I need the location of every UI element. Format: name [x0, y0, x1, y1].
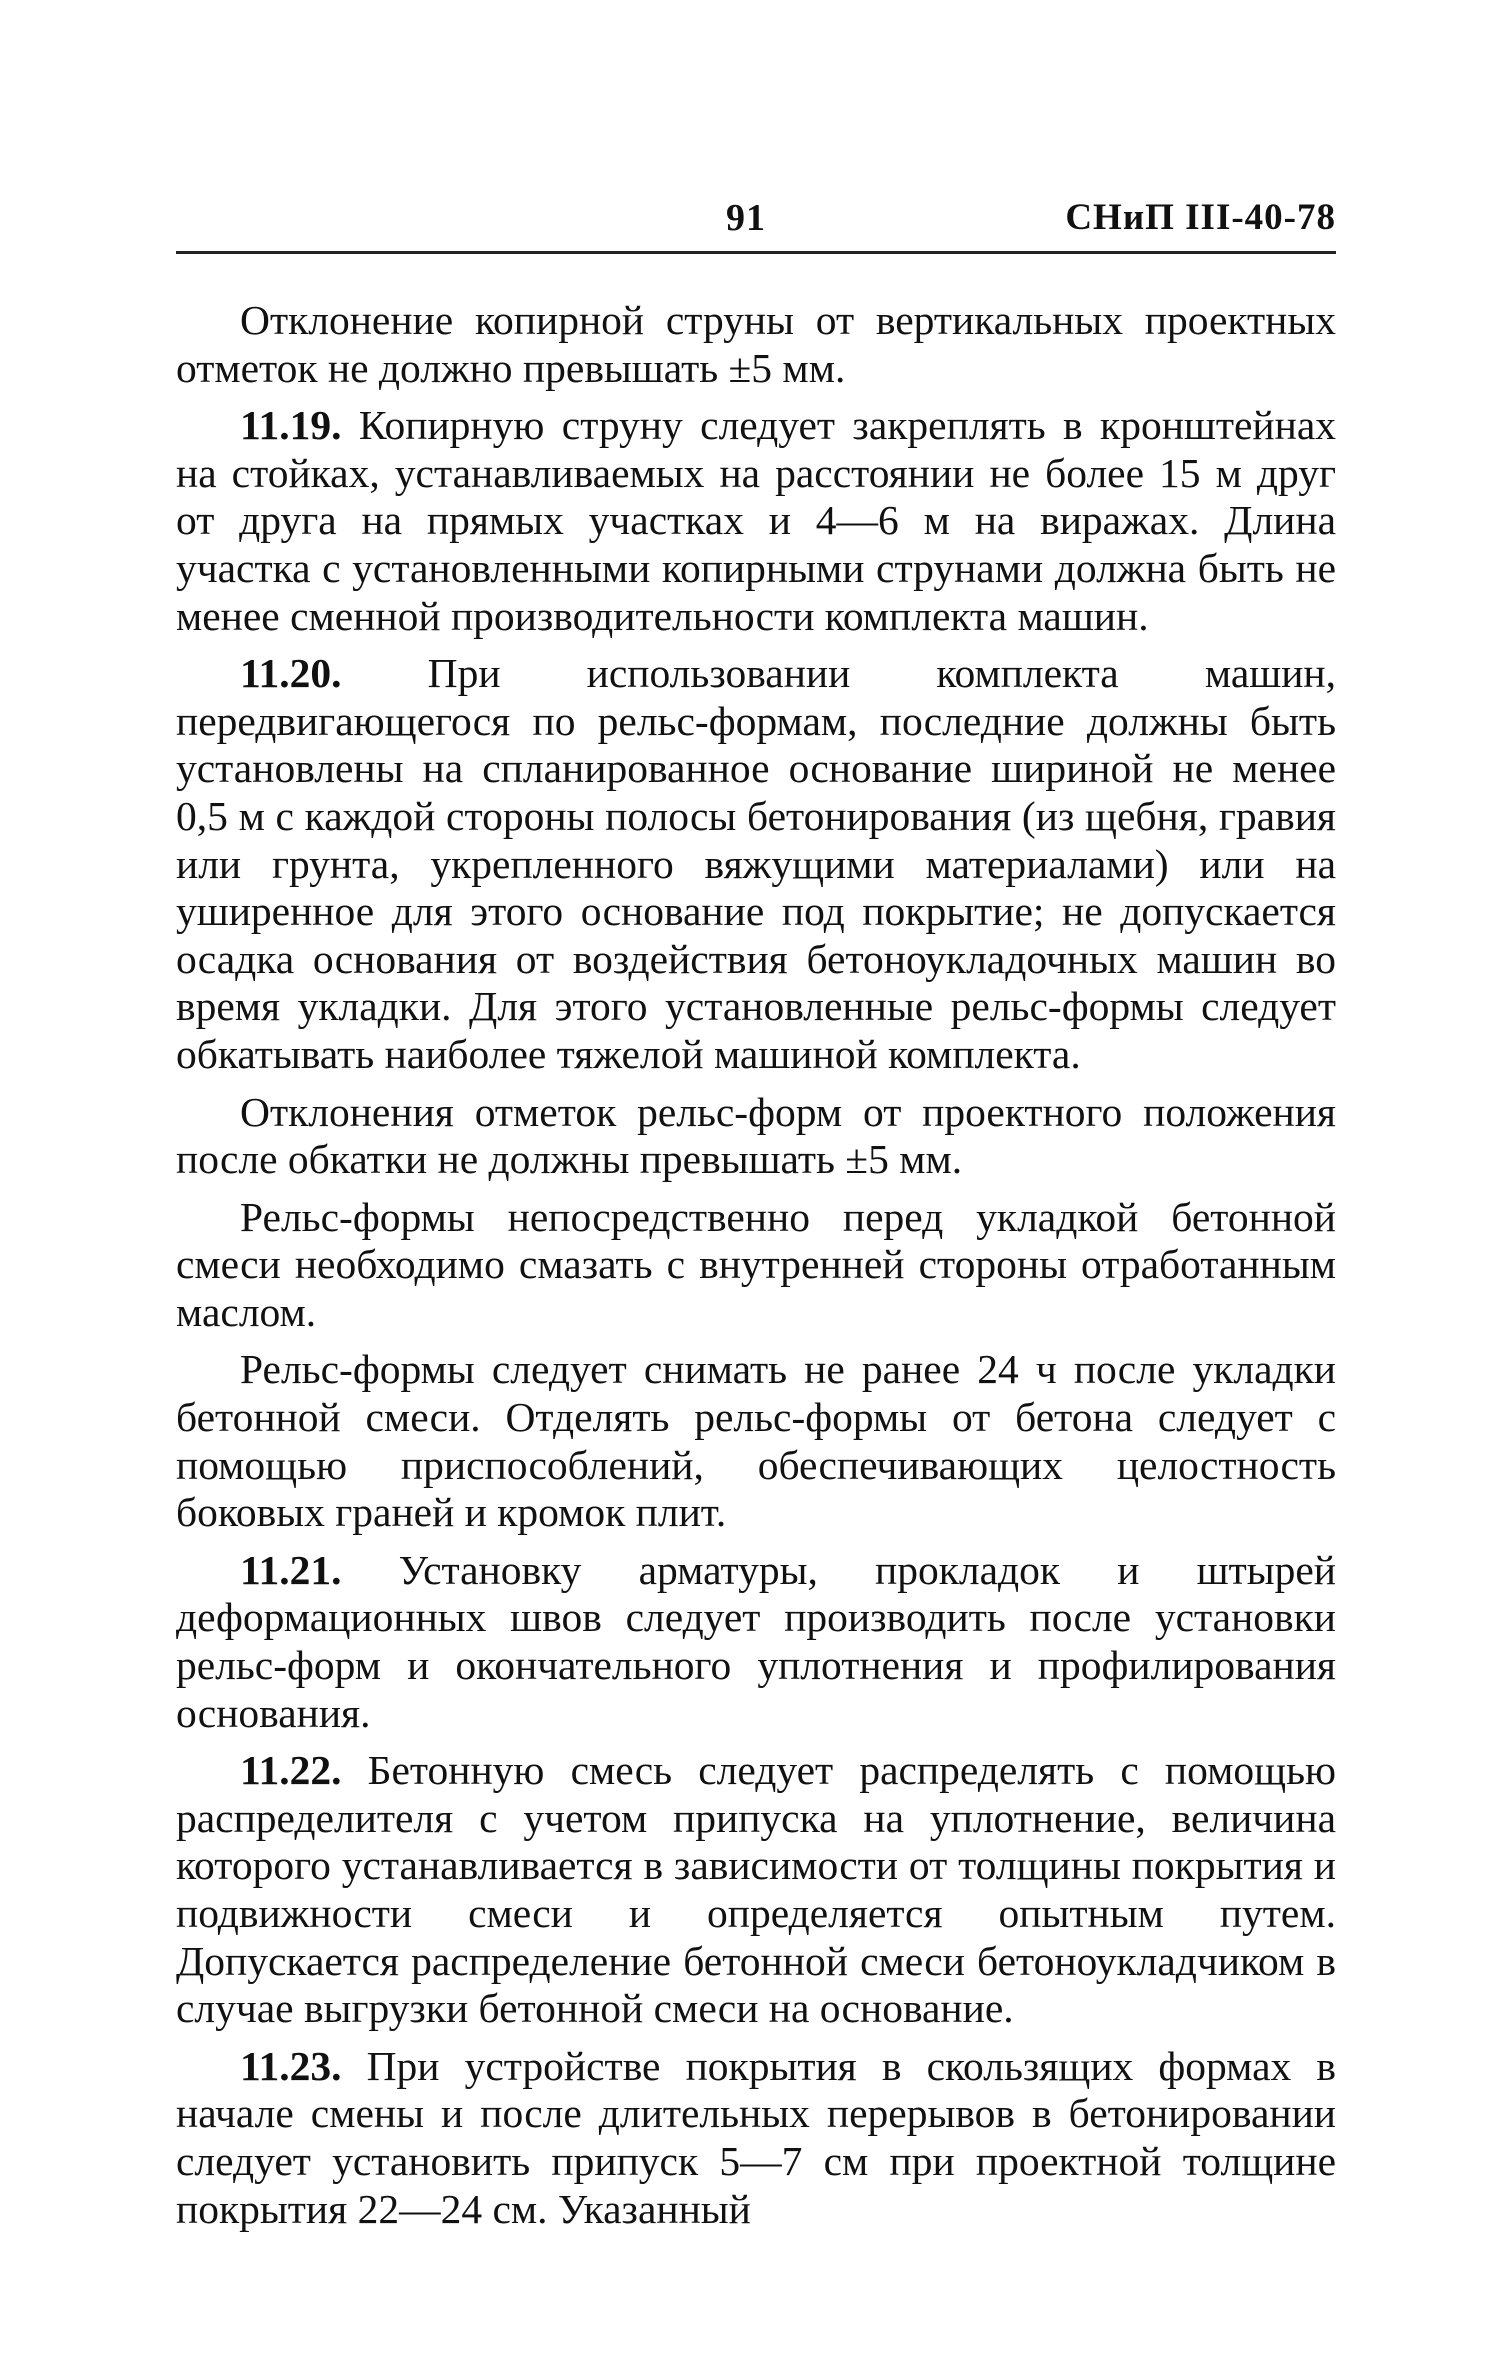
page-header — [176, 196, 1336, 256]
clause-number: 11.23. — [240, 2042, 342, 2089]
paragraph — [176, 1194, 1336, 1337]
paragraph-text: Рельс-формы следует снимать не ранее 24 ч после укладки бетонной смеси. Отделять рельс-формы от бетона следует с помощью приспособлений, обеспечивающих целостность боковых граней и кромок плит. — [176, 1346, 1336, 1536]
paragraph — [176, 1089, 1336, 1184]
clause-number: 11.20. — [240, 650, 342, 697]
body-text — [176, 297, 1336, 2233]
clause-number: 11.19. — [240, 402, 342, 449]
paragraph — [176, 1747, 1336, 2033]
document-code: СНиП III-40-78 — [1065, 197, 1336, 238]
paragraph — [176, 1547, 1336, 1737]
paragraph — [176, 297, 1336, 392]
paragraph-text: Копирную струну следует закреплять в кронштейнах на стойках, устанавливаемых на расстоянии не более 15 м друг от друга на прямых участках и 4—6 м на виражах. Длина участка с установленными копирными струнами должна быть не менее сменной производительности комплекта машин. — [176, 402, 1337, 639]
paragraph-text: Рельс-формы непосредственно перед укладкой бетонной смеси необходимо смазать с внутренней стороны отработанным маслом. — [176, 1193, 1336, 1335]
paragraph — [176, 402, 1336, 640]
paragraph-text: Установку арматуры, прокладок и штырей деформационных швов следует производить после установки рельс-форм и окончательного уплотнения и профилирования основания. — [176, 1546, 1337, 1736]
paragraph — [176, 650, 1336, 1078]
clause-number: 11.22. — [240, 1747, 342, 1794]
page-number: 91 — [726, 197, 766, 239]
clause-number: 11.21. — [240, 1546, 342, 1593]
paragraph-text: Бетонную смесь следует распределять с помощью распределителя с учетом припуска на уплотнение, величина которого устанавливается в зависимости от толщины покрытия и подвижности смеси и определяется опытным путем. Допускается распределение бетонной смеси бетоноукладчиком в случае выгрузки бетонной смеси на основание. — [176, 1747, 1336, 2032]
paragraph — [176, 2043, 1336, 2233]
header-divider — [176, 251, 1336, 254]
paragraph-text: При использовании комплекта машин, передвигающегося по рельс-формам, последние должны быть установлены на спланированное основание шириной не менее 0,5 м с каждой стороны полосы бетонирования (из щебня, гравия или грунта, укрепленного вяжущими материалами) или на уширенное для этого основание под покрытие; не допускается осадка основания от воздействия бетоноукладочных машин во время укладки. Для этого установленные рельс-формы следует обкатывать наиболее тяжелой машиной комплекта. — [176, 650, 1336, 1077]
paragraph-text: Отклонения отметок рельс-форм от проектного положения после обкатки не должны превышать ±5 мм. — [176, 1088, 1336, 1183]
paragraph — [176, 1346, 1336, 1536]
paragraph-text: При устройстве покрытия в скользящих формах в начале смены и после длительных перерывов в бетонировании следует установить припуск 5—7 см при проектной толщине покрытия 22—24 см. Указанный — [176, 2042, 1336, 2232]
paragraph-text: Отклонение копирной струны от вертикальных проектных отметок не должно превышать ±5 мм. — [176, 297, 1336, 391]
